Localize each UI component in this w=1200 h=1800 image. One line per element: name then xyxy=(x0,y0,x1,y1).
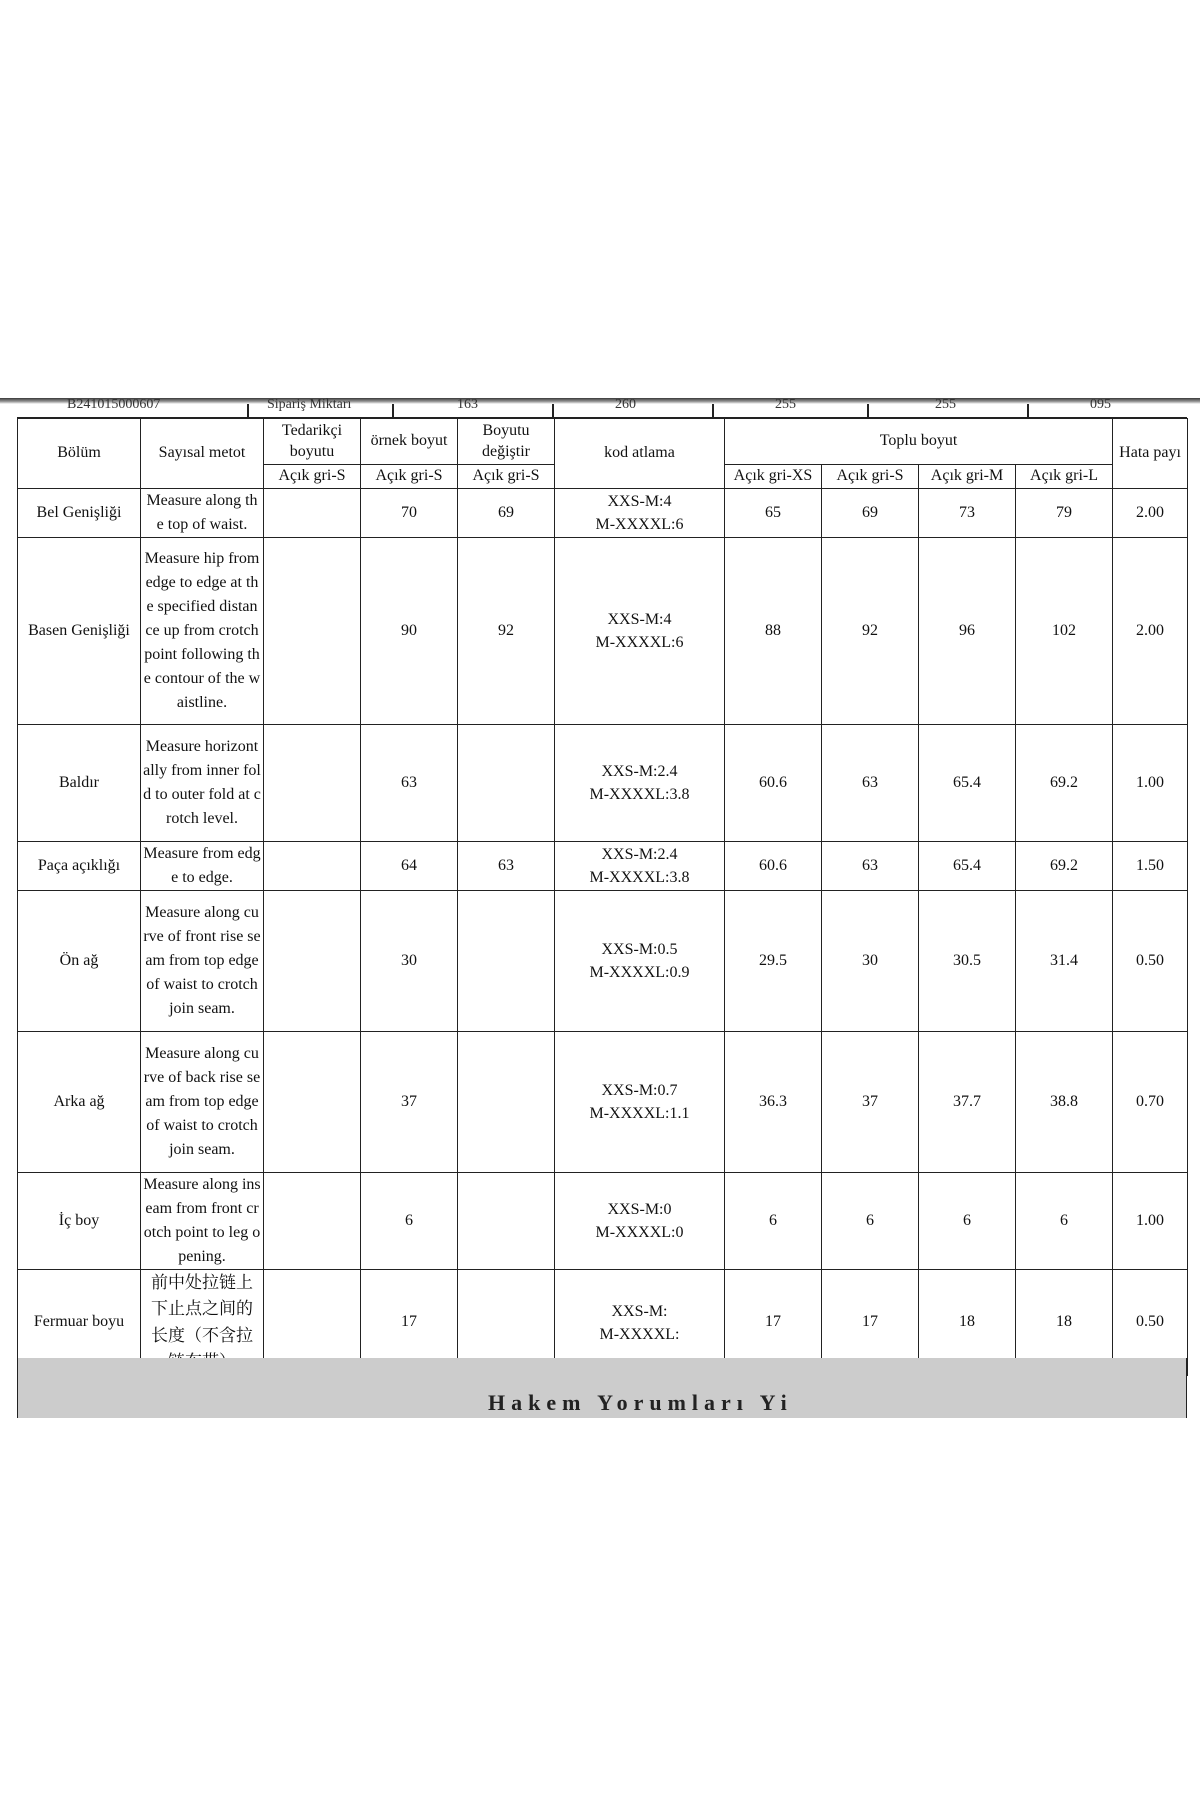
bulk-cell: 92 xyxy=(822,538,919,725)
cutoff-cell: 255 xyxy=(775,397,796,412)
sample-cell: 30 xyxy=(361,891,458,1032)
supplier-cell xyxy=(264,538,361,725)
code-cell: XXS-M:4 M-XXXXL:6 xyxy=(555,538,725,725)
tolerance-cell: 1.00 xyxy=(1113,725,1188,842)
tolerance-cell: 0.50 xyxy=(1113,891,1188,1032)
bulk-cell: 6 xyxy=(1016,1173,1113,1270)
table-row xyxy=(18,891,1188,1032)
bulk-cell: 102 xyxy=(1016,538,1113,725)
cutoff-cell: Sipariş Miktarı xyxy=(267,397,352,412)
bulk-cell: 37.7 xyxy=(919,1032,1016,1173)
header-code-skip: kod atlama xyxy=(555,419,725,489)
change-cell xyxy=(458,725,555,842)
bulk-cell: 65.4 xyxy=(919,725,1016,842)
code-cell: XXS-M:0.5 M-XXXXL:0.9 xyxy=(555,891,725,1032)
supplier-cell xyxy=(264,489,361,538)
code-cell: XXS-M:0 M-XXXXL:0 xyxy=(555,1173,725,1270)
sample-cell: 17 xyxy=(361,1270,458,1376)
part-cell: Paça açıklığı xyxy=(18,842,141,891)
table-row xyxy=(18,842,1188,891)
bulk-cell: 63 xyxy=(822,725,919,842)
bulk-cell: 96 xyxy=(919,538,1016,725)
tolerance-cell: 1.50 xyxy=(1113,842,1188,891)
cutoff-cell: 255 xyxy=(935,397,956,412)
bulk-cell: 36.3 xyxy=(725,1032,822,1173)
change-cell xyxy=(458,891,555,1032)
bulk-cell: 6 xyxy=(822,1173,919,1270)
table-row xyxy=(18,538,1188,725)
code-cell: XXS-M:2.4 M-XXXXL:3.8 xyxy=(555,842,725,891)
cutoff-cell: 163 xyxy=(457,397,478,412)
subheader-bulk-s: Açık gri-S xyxy=(822,465,919,489)
sample-cell: 63 xyxy=(361,725,458,842)
method-cell: Measure along curve of back rise seam from top edge of waist to crotch join seam. xyxy=(141,1032,264,1173)
sample-cell: 64 xyxy=(361,842,458,891)
table-row xyxy=(18,1032,1188,1173)
footer-section-band xyxy=(17,1358,1187,1418)
part-cell: Basen Genişliği xyxy=(18,538,141,725)
cutoff-cell: 260 xyxy=(615,397,636,412)
bulk-cell: 38.8 xyxy=(1016,1032,1113,1173)
change-cell xyxy=(458,1173,555,1270)
bulk-cell: 18 xyxy=(1016,1270,1113,1376)
change-cell: 63 xyxy=(458,842,555,891)
bulk-cell: 69 xyxy=(822,489,919,538)
bulk-cell: 17 xyxy=(725,1270,822,1376)
code-cell: XXS-M:4 M-XXXXL:6 xyxy=(555,489,725,538)
cutoff-header-row xyxy=(17,397,1187,418)
bulk-cell: 65 xyxy=(725,489,822,538)
tolerance-cell: 0.70 xyxy=(1113,1032,1188,1173)
change-cell: 69 xyxy=(458,489,555,538)
bulk-cell: 37 xyxy=(822,1032,919,1173)
part-cell: Baldır xyxy=(18,725,141,842)
measurement-table xyxy=(17,418,1188,1376)
subheader-bulk-xs: Açık gri-XS xyxy=(725,465,822,489)
part-cell: Arka ağ xyxy=(18,1032,141,1173)
table-row xyxy=(18,489,1188,538)
header-sample-size: örnek boyut xyxy=(361,419,458,465)
supplier-cell xyxy=(264,1173,361,1270)
bulk-cell: 60.6 xyxy=(725,725,822,842)
cutoff-cell: B241015000607 xyxy=(67,397,161,412)
bulk-cell: 88 xyxy=(725,538,822,725)
table-row xyxy=(18,725,1188,842)
subheader-change: Açık gri-S xyxy=(458,465,555,489)
method-cell: Measure hip from edge to edge at the specified distance up from crotch point following the contour of the waistline. xyxy=(141,538,264,725)
part-cell: Fermuar boyu xyxy=(18,1270,141,1376)
tolerance-cell: 2.00 xyxy=(1113,538,1188,725)
subheader-bulk-m: Açık gri-M xyxy=(919,465,1016,489)
header-method: Sayısal metot xyxy=(141,419,264,489)
sample-cell: 90 xyxy=(361,538,458,725)
method-cell: Measure along inseam from front crotch point to leg opening. xyxy=(141,1173,264,1270)
table-row xyxy=(18,1173,1188,1270)
header-supplier-size: Tedarikçi boyutu xyxy=(264,419,361,465)
code-cell: XXS-M: M-XXXXL: xyxy=(555,1270,725,1376)
subheader-bulk-l: Açık gri-L xyxy=(1016,465,1113,489)
sample-cell: 6 xyxy=(361,1173,458,1270)
bulk-cell: 69.2 xyxy=(1016,842,1113,891)
supplier-cell xyxy=(264,1032,361,1173)
method-cell: Measure along the top of waist. xyxy=(141,489,264,538)
cutoff-cell: 095 xyxy=(1090,397,1111,412)
code-cell: XXS-M:0.7 M-XXXXL:1.1 xyxy=(555,1032,725,1173)
header-bulk-size: Toplu boyut xyxy=(725,419,1113,465)
spec-sheet xyxy=(0,397,1200,1415)
bulk-cell: 18 xyxy=(919,1270,1016,1376)
method-cell: Measure along curve of front rise seam from top edge of waist to crotch join seam. xyxy=(141,891,264,1032)
part-cell: Ön ağ xyxy=(18,891,141,1032)
bulk-cell: 65.4 xyxy=(919,842,1016,891)
header-bolum: Bölüm xyxy=(18,419,141,489)
part-cell: Bel Genişliği xyxy=(18,489,141,538)
supplier-cell xyxy=(264,842,361,891)
bulk-cell: 29.5 xyxy=(725,891,822,1032)
header-tolerance: Hata payı xyxy=(1113,419,1188,489)
bulk-cell: 73 xyxy=(919,489,1016,538)
bulk-cell: 30.5 xyxy=(919,891,1016,1032)
tolerance-cell: 0.50 xyxy=(1113,1270,1188,1376)
bulk-cell: 6 xyxy=(919,1173,1016,1270)
bulk-cell: 60.6 xyxy=(725,842,822,891)
change-cell xyxy=(458,1032,555,1173)
method-cell: 前中处拉链上下止点之间的长度（不含拉 xyxy=(141,1270,264,1376)
sample-cell: 37 xyxy=(361,1032,458,1173)
bulk-cell: 6 xyxy=(725,1173,822,1270)
code-cell: XXS-M:2.4 M-XXXXL:3.8 xyxy=(555,725,725,842)
method-cell: Measure from edge to edge. xyxy=(141,842,264,891)
supplier-cell xyxy=(264,725,361,842)
bulk-cell: 79 xyxy=(1016,489,1113,538)
bulk-cell: 31.4 xyxy=(1016,891,1113,1032)
subheader-sample: Açık gri-S xyxy=(361,465,458,489)
bulk-cell: 30 xyxy=(822,891,919,1032)
bulk-cell: 17 xyxy=(822,1270,919,1376)
bulk-cell: 69.2 xyxy=(1016,725,1113,842)
header-change-size: Boyutu değiştir xyxy=(458,419,555,465)
change-cell: 92 xyxy=(458,538,555,725)
tolerance-cell: 2.00 xyxy=(1113,489,1188,538)
footer-band-label: Hakem Yorumları Yi xyxy=(488,1390,793,1415)
method-cell: Measure horizontally from inner fold to outer fold at crotch level. xyxy=(141,725,264,842)
supplier-cell xyxy=(264,891,361,1032)
tolerance-cell: 1.00 xyxy=(1113,1173,1188,1270)
sample-cell: 70 xyxy=(361,489,458,538)
subheader-supplier: Açık gri-S xyxy=(264,465,361,489)
bulk-cell: 63 xyxy=(822,842,919,891)
part-cell: İç boy xyxy=(18,1173,141,1270)
